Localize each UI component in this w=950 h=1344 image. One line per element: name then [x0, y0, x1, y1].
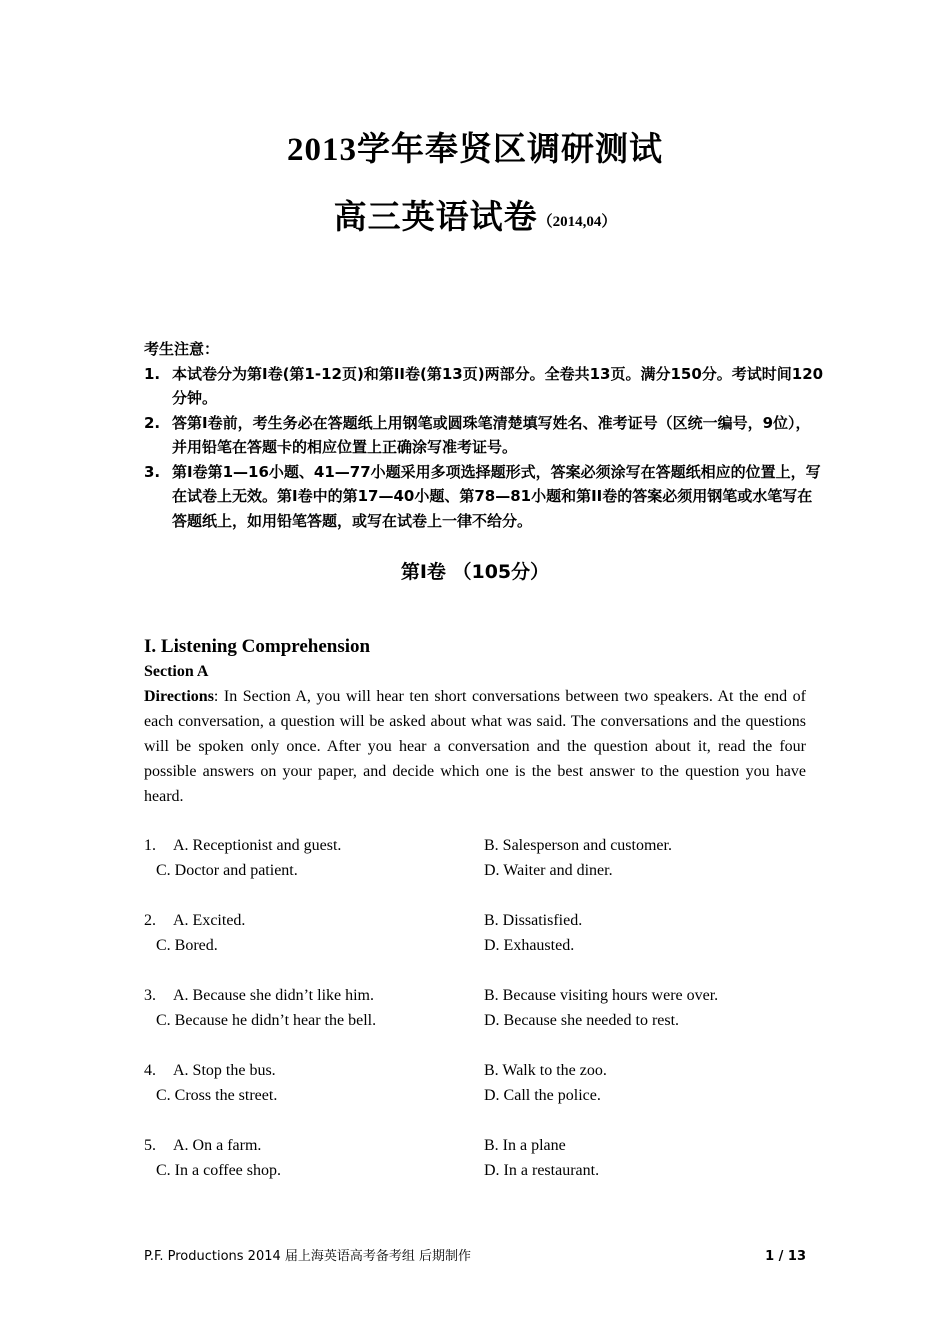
option-c: C. In a coffee shop.: [156, 1162, 281, 1179]
notice-item-number: 3.: [144, 462, 161, 481]
notice-item: [144, 362, 824, 411]
option-a: A. Stop the bus.: [173, 1062, 276, 1079]
question-item: [144, 1133, 824, 1208]
question-list: [144, 833, 824, 1208]
option-a: A. On a farm.: [173, 1137, 262, 1154]
option-d: D. Because she needed to rest.: [484, 1012, 680, 1029]
question-number: 1.: [144, 837, 156, 854]
directions-paragraph: [144, 684, 806, 809]
page-footer: [144, 1246, 806, 1268]
exam-date: （2014,04）: [537, 214, 617, 230]
option-a: A. Receptionist and guest.: [173, 837, 342, 854]
notice-item-number: 1.: [144, 364, 161, 383]
question-number: 3.: [144, 987, 156, 1004]
subtitle-text: 高三英语试卷: [333, 200, 538, 236]
question-item: [144, 833, 824, 908]
option-d: D. Waiter and diner.: [484, 862, 613, 879]
subsection-heading: Section A: [144, 663, 209, 680]
question-item: [144, 1058, 824, 1133]
option-a: A. Because she didn’t like him.: [173, 987, 374, 1004]
notice-item-text: 第I卷第1—16小题、41—77小题采用多项选择题形式，答案必须涂写在答题纸相应的位置上，写在试卷上无效。第I卷中的第17—40小题、第78—81小题和第II卷的答案必须用钢笔或水笔写在答题纸上，如用铅笔答题，或写在试卷上一律不给分。: [172, 462, 821, 530]
question-number: 5.: [144, 1137, 156, 1154]
part-title: 第I卷 （105分）: [400, 561, 550, 583]
notice-heading: 考生注意：: [144, 340, 220, 358]
option-b: B. Salesperson and customer.: [484, 837, 672, 854]
option-b: B. Because visiting hours were over.: [484, 987, 719, 1004]
footer-credit: P.F. Productions 2014 届上海英语高考备考组 后期制作: [144, 1249, 472, 1264]
notice-item: [144, 460, 824, 534]
exam-subtitle: [0, 196, 950, 244]
question-number: 2.: [144, 912, 156, 929]
option-c: C. Doctor and patient.: [156, 862, 298, 879]
question-number: 4.: [144, 1062, 156, 1079]
notice-item-text: 答第I卷前，考生务必在答题纸上用钢笔或圆珠笔清楚填写姓名、准考证号（区统一编号，9位），并用铅笔在答题卡的相应位置上正确涂写准考证号。: [172, 413, 811, 456]
notice-item-text: 本试卷分为第I卷(第1-12页)和第II卷(第13页)两部分。全卷共13页。满分150分。考试时间120分钟。: [172, 364, 824, 407]
directions-text: : In Section A, you will hear ten short conversations between two speakers. At the end of each conversation, a question will be asked about what was said. The conversations and the questions will be spoken only once. After you hear a conversation and the question about it, read the four possible answers on your paper, and decide which one is the best answer to the question you have heard.: [144, 688, 806, 805]
notice-item: [144, 411, 824, 460]
page-number: 1 / 13: [765, 1249, 806, 1264]
option-a: A. Excited.: [173, 912, 246, 929]
directions-label: Directions: [144, 688, 214, 705]
question-item: [144, 908, 824, 983]
option-c: C. Cross the street.: [156, 1087, 278, 1104]
option-d: D. Call the police.: [484, 1087, 601, 1104]
section-heading: I. Listening Comprehension: [144, 636, 371, 657]
option-d: D. Exhausted.: [484, 937, 575, 954]
option-c: C. Bored.: [156, 937, 218, 954]
option-b: B. In a plane: [484, 1137, 566, 1154]
question-item: [144, 983, 824, 1058]
notice-item-number: 2.: [144, 413, 161, 432]
option-b: B. Walk to the zoo.: [484, 1062, 607, 1079]
option-b: B. Dissatisfied.: [484, 912, 583, 929]
option-d: D. In a restaurant.: [484, 1162, 600, 1179]
candidate-notice: [144, 337, 824, 533]
exam-title: 2013学年奉贤区调研测试: [287, 132, 663, 168]
option-c: C. Because he didn’t hear the bell.: [156, 1012, 377, 1029]
